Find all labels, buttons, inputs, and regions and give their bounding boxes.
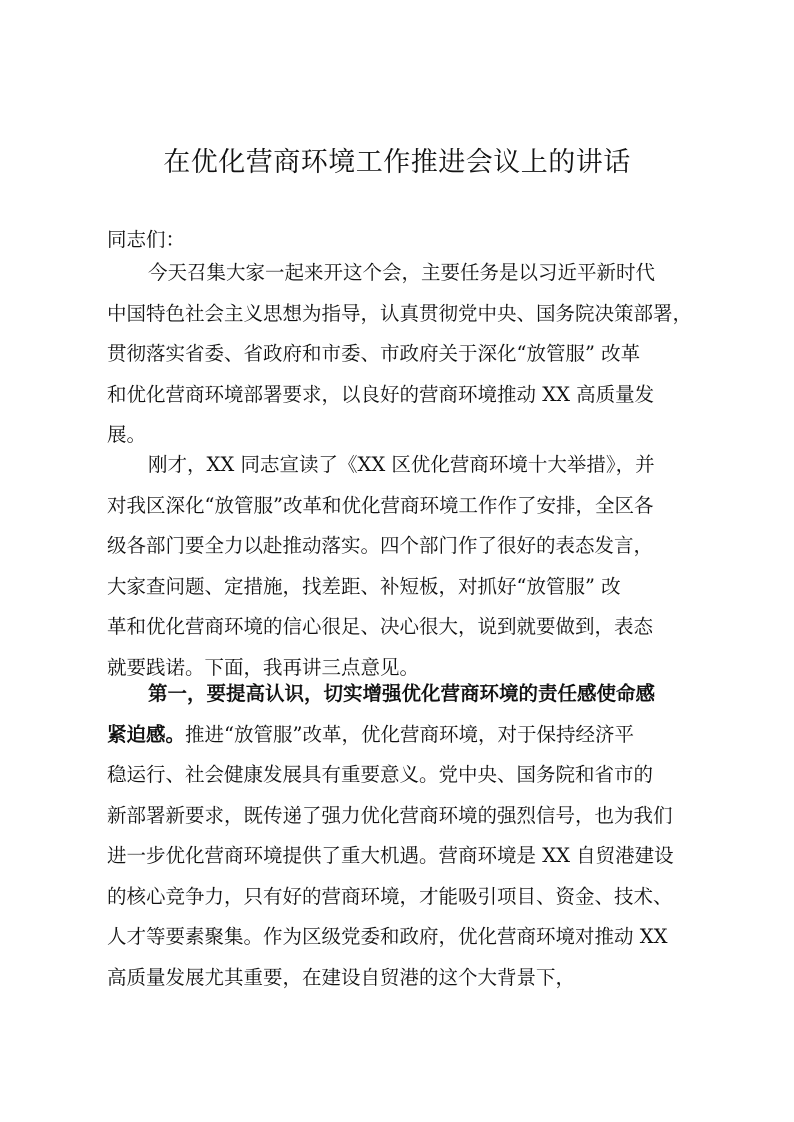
paragraph-line: 贯彻落实省委、省政府和市委、市政府关于深化“放管服” 改革 (107, 342, 641, 365)
paragraph-line: 人才等要素聚集。作为区级党委和政府，优化营商环境对推动 XX (107, 925, 668, 948)
paragraph-line: 革和优化营商环境的信心很足、决心很大，说到就要做到，表态 (107, 615, 654, 638)
paragraph-line: 进一步优化营商环境提供了重大机遇。营商环境是 XX 自贸港建设 (107, 844, 674, 867)
paragraph-line: 中国特色社会主义思想为指导，认真贯彻党中央、国务院决策部署， (107, 301, 693, 325)
paragraph-line-mixed (107, 715, 707, 756)
paragraph-line: 新部署新要求，既传递了强力优化营商环境的强烈信号，也为我们 (107, 803, 673, 827)
paragraph-arrangement (107, 445, 707, 688)
section-heading: 第一，要提高认识，切实增强优化营商环境的责任感使命感 (148, 682, 656, 705)
section-heading-end: 紧迫感。 (107, 722, 186, 746)
paragraph-line: 高质量发展尤其重要，在建设自贸港的这个大背景下， (107, 965, 576, 989)
paragraph-line: 展。 (107, 423, 147, 446)
paragraph-line: 对我区深化“放管服”改革和优化营商环境工作作了安排，全区各 (107, 493, 654, 517)
paragraph-line: 大家查问题、定措施，找差距、补短板，对抓好“放管服” 改 (107, 574, 621, 598)
page-title: 在优化营商环境工作推进会议上的讲话 (163, 147, 631, 178)
paragraph-line: 的核心竞争力，只有好的营商环境，才能吸引项目、资金、技术、 (107, 884, 673, 908)
paragraph-line: 级各部门要全力以赴推动落实。四个部门作了很好的表态发言， (107, 534, 654, 557)
paragraph-line: 就要践诺。下面，我再讲三点意见。 (107, 655, 420, 679)
paragraph-line: 今天召集大家一起来开这个会，主要任务是以习近平新时代 (148, 261, 656, 284)
salutation: 同志们： (107, 228, 186, 251)
paragraph-point-one (107, 674, 707, 998)
paragraph-opening (107, 253, 707, 456)
paragraph-line: 刚才，XX 同志宣读了《XX 区优化营商环境十大举措》，并 (148, 453, 655, 476)
paragraph-line-rest: 推进“放管服”改革，优化营商环境，对于保持经济平 (185, 722, 634, 746)
paragraph-line: 稳运行、社会健康发展具有重要意义。党中央、国务院和省市的 (107, 763, 654, 786)
paragraph-line: 和优化营商环境部署要求，以良好的营商环境推动 XX 高质量发 (107, 382, 655, 406)
